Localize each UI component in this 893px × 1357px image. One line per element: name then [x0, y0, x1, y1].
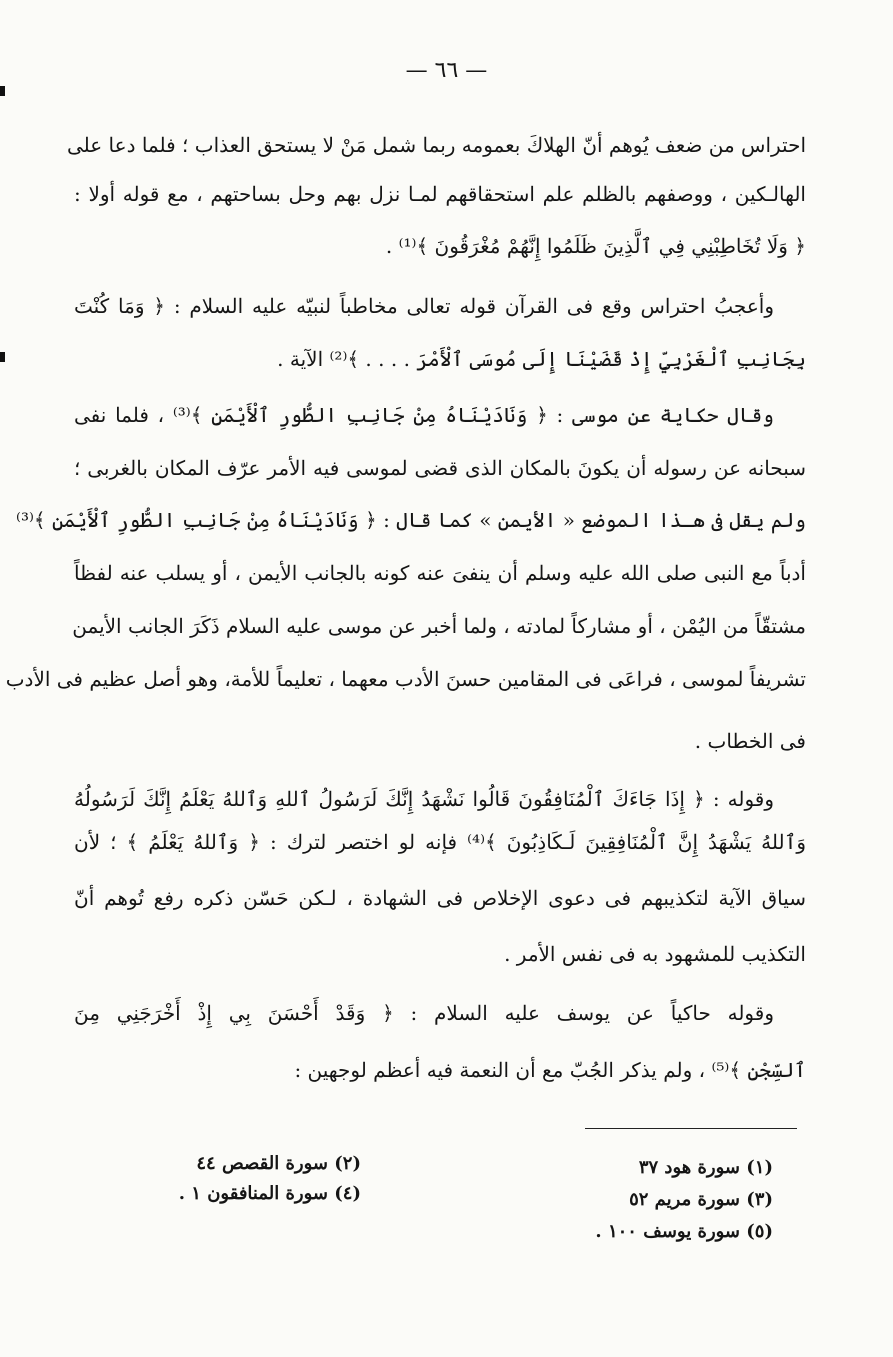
text-line: سبحانه عن رسوله أن يكونَ بالمكان الذى قضى لموسى فيه الأمر عرّف المكان بالغربى ؛: [74, 456, 806, 480]
page-number: — ٦٦ —: [405, 58, 488, 83]
text-line: سياق الآية لتكذيبهم فى دعوى الإخلاص فى الشهادة ، لـكن حَسّن ذكره رفع تُوهم أنّ: [74, 886, 806, 910]
text-line: ولم يقل فى هـذا الموضع « الأيمن » كما قال : ﴿ وَنَادَيْنَاهُ مِنْ جَانِبِ الطُّورِ ٱلْأَيْمَنِ ﴾⁽³⁾: [16, 508, 806, 532]
footnote-5: (٥) سورة يوسف ١٠٠ .: [595, 1221, 773, 1242]
margin-mark: [0, 86, 5, 96]
text-line: وَٱللهُ يَشْهَدُ إِنَّ ٱلْمُنَافِقِينَ لَـكَاذِبُونَ ﴾⁽⁴⁾ فإنه لو اختصر لترك : ﴿ وَٱللهُ يَعْلَمُ ﴾ ؛ لأن: [74, 830, 806, 854]
footnote-2: (٢) سورة القصص ٤٤: [196, 1153, 361, 1174]
text-line: بِجَانِبِ ٱلْغَرْبِيِّ إِذْ قَضَيْنَا إِلَى مُوسَى ٱلْأَمْرَ . . . . ﴾⁽²⁾ الآية .: [277, 347, 806, 371]
footnote-4: (٤) سورة المنافقون ١ .: [178, 1183, 361, 1204]
text-line: ﴿ وَلَا تُخَاطِبْنِي فِي ٱلَّذِينَ ظَلَمُوا إِنَّهُمْ مُغْرَقُونَ ﴾⁽¹⁾ .: [385, 234, 806, 258]
text-line: احتراس من ضعف يُوهم أنّ الهلاكَ بعمومه ربما شمل مَنْ لا يستحق العذاب ؛ فلما دعا على: [66, 133, 806, 157]
text-line: وأعجبُ احتراس وقع فى القرآن قوله تعالى مخاطباً لنبيّه عليه السلام : ﴿ وَمَا كُنْتَ: [74, 294, 774, 318]
text-line: أدباً مع النبى صلى الله عليه وسلم أن ينفىَ عنه كونه بالجانب الأيمن ، أو يسلب عنه لفظاً: [74, 561, 806, 585]
text-line: تشريفاً لموسى ، فراعَى فى المقامين حسنَ الأدب معهما ، تعليماً للأمة، وهو أصل عظيم فى الأدب: [5, 667, 806, 691]
text-line: وقال حكاية عن موسى : ﴿ وَنَادَيْنَاهُ مِنْ جَانِبِ الطُّورِ ٱلْأَيْمَنِ ﴾⁽³⁾ ، فلما نفى: [74, 403, 774, 427]
text-line: التكذيب للمشهود به فى نفس الأمر .: [504, 942, 806, 966]
text-line: الهالـكين ، ووصفهم بالظلم علم استحقاقهم لمـا نزل بهم وحل بساحتهم ، مع قوله أولا :: [74, 182, 806, 206]
text-line: وقوله : ﴿ إِذَا جَاءَكَ ٱلْمُنَافِقُونَ قَالُوا نَشْهَدُ إِنَّكَ لَرَسُولُ ٱللهِ وَٱللهُ يَعْلَمُ إِنَّكَ لَرَسُولُهُ: [74, 787, 774, 811]
footnote-separator: [585, 1128, 797, 1129]
text-line: وقوله حاكياً عن يوسف عليه السلام : ﴿ وَقَدْ أَحْسَنَ بِي إِذْ أَخْرَجَنِي مِنَ: [74, 1001, 774, 1025]
margin-mark: [0, 352, 5, 362]
text-line: فى الخطاب .: [694, 729, 806, 753]
footnote-1: (١) سورة هود ٣٧: [638, 1157, 773, 1178]
text-line: ٱلسِّجْنِ ﴾⁽⁵⁾ ، ولم يذكر الجُبّ مع أن النعمة فيه أعظم لوجهين :: [294, 1058, 806, 1082]
text-line: مشتقّاً من اليُمْن ، أو مشاركاً لمادته ، ولما أخبر عن موسى عليه السلام ذَكَرَ الجانب الأيمن: [72, 614, 806, 638]
footnote-3: (٣) سورة مريم ٥٢: [629, 1189, 773, 1210]
